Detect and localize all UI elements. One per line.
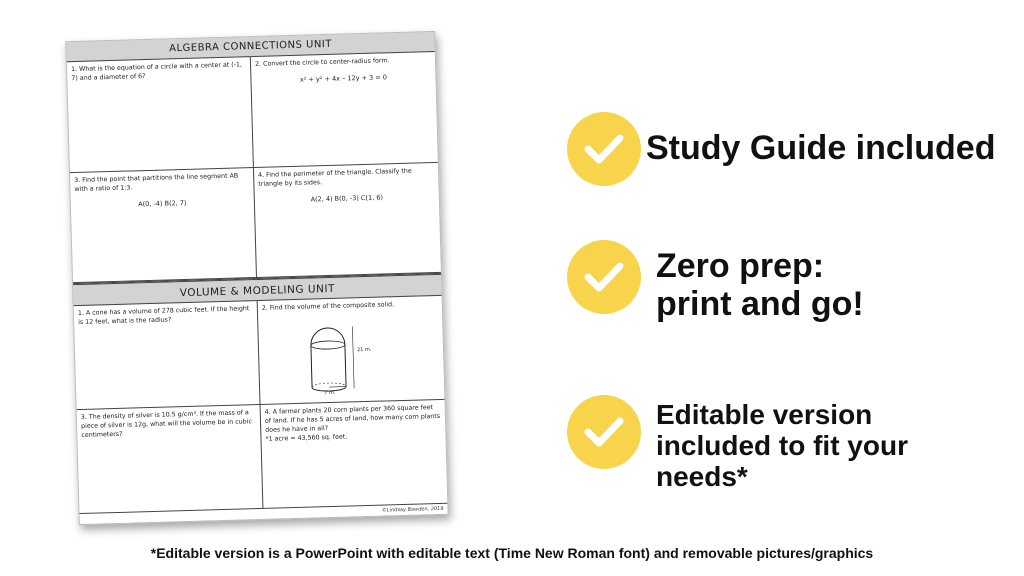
height-label: 21 m. bbox=[356, 346, 372, 354]
question-cell bbox=[70, 168, 257, 284]
width-label: 7 m. bbox=[324, 389, 336, 397]
question-text: 2. Convert the circle to center-radius form. bbox=[254, 57, 390, 68]
question-cell bbox=[261, 400, 448, 509]
question-text: 1. A cone has a volume of 278 cubic feet. If the height is 12 feet, what is the radius? bbox=[77, 305, 250, 327]
question-text: 3. The density of silver is 10.5 g/cm³. If the mass of a piece of silver is 12g, what will the volume be in cubic centimeters? bbox=[80, 409, 252, 439]
check-icon bbox=[567, 112, 641, 186]
question-text: 3. Find the point that partitions the line segment AB with a ratio of 1:3. bbox=[74, 171, 239, 193]
question-text: 1. What is the equation of a circle with a center at (-1, 7) and a diameter of 6? bbox=[71, 61, 243, 83]
equation-text: x² + y² + 4x – 12y + 3 = 0 bbox=[299, 73, 388, 84]
check-icon bbox=[567, 240, 641, 314]
copyright-text: ©Lindsay Bowden, 2019 bbox=[381, 505, 444, 514]
check-icon bbox=[567, 395, 641, 469]
points-text: A(0, -4) B(2, 7) bbox=[138, 198, 187, 208]
question-text: 4. Find the perimeter of the triangle. Classify the triangle by its sides. bbox=[258, 167, 412, 188]
unit-title-volume: VOLUME & MODELING UNIT bbox=[73, 274, 441, 306]
question-text: 2. Find the volume of the composite solid. bbox=[261, 301, 395, 312]
conversion-note: *1 acre = 43,560 sq. feet. bbox=[265, 433, 348, 443]
unit-title-algebra: ALGEBRA CONNECTIONS UNIT bbox=[66, 32, 434, 62]
volume-question-grid bbox=[74, 296, 448, 514]
composite-solid-diagram bbox=[286, 315, 408, 400]
feature-zero-prep: Zero prep: print and go! bbox=[656, 247, 864, 323]
question-text: 4. A farmer plants 20 corn plants per 360 square feet of land. If he has 5 acres of land, how many corn plants does he have in all? bbox=[264, 404, 441, 434]
worksheet-preview bbox=[65, 31, 448, 525]
question-cell bbox=[254, 162, 441, 278]
question-cell bbox=[77, 405, 264, 514]
question-cell bbox=[74, 301, 261, 410]
feature-study-guide: Study Guide included bbox=[646, 129, 996, 167]
footnote: *Editable version is a PowerPoint with editable text (Time New Roman font) and removable pictures/graphics bbox=[150, 545, 874, 561]
question-cell bbox=[67, 57, 254, 173]
algebra-question-grid bbox=[67, 52, 441, 284]
feature-editable-version: Editable version included to fit your needs* bbox=[656, 399, 908, 492]
question-cell bbox=[251, 52, 438, 168]
points-text: A(2, 4) B(0, -3) C(1, 6) bbox=[310, 192, 384, 203]
question-cell bbox=[258, 296, 445, 405]
